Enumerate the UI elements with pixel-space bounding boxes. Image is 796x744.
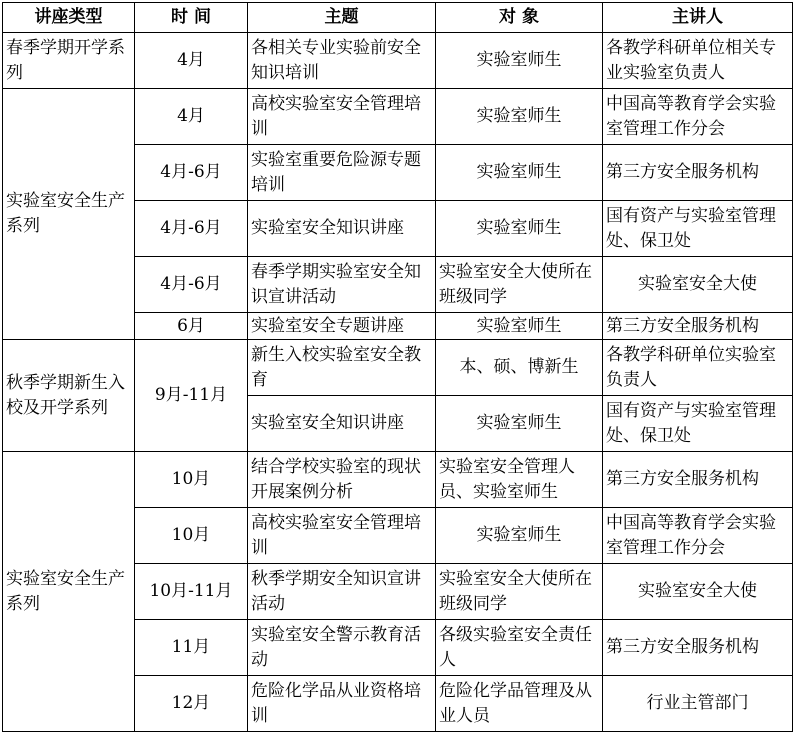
audience-cell: 实验室师生 bbox=[436, 33, 603, 89]
header-type: 讲座类型 bbox=[3, 3, 135, 33]
type-cell: 春季学期开学系列 bbox=[3, 33, 135, 89]
time-cell: 10月 bbox=[135, 452, 248, 508]
topic-cell: 实验室安全知识讲座 bbox=[248, 396, 436, 452]
time-cell: 10月 bbox=[135, 508, 248, 564]
speaker-cell: 第三方安全服务机构 bbox=[603, 452, 793, 508]
topic-cell: 秋季学期安全知识宣讲活动 bbox=[248, 564, 436, 620]
header-speaker: 主讲人 bbox=[603, 3, 793, 33]
audience-cell: 实验室安全大使所在班级同学 bbox=[436, 564, 603, 620]
time-cell: 4月 bbox=[135, 89, 248, 145]
time-cell: 4月-6月 bbox=[135, 201, 248, 257]
speaker-cell: 第三方安全服务机构 bbox=[603, 145, 793, 201]
speaker-cell: 各教学科研单位相关专业实验室负责人 bbox=[603, 33, 793, 89]
topic-cell: 新生入校实验室安全教育 bbox=[248, 340, 436, 396]
audience-cell: 实验室师生 bbox=[436, 201, 603, 257]
speaker-cell: 中国高等教育学会实验室管理工作分会 bbox=[603, 89, 793, 145]
table-row bbox=[3, 89, 793, 145]
header-time: 时 间 bbox=[135, 3, 248, 33]
topic-cell: 实验室安全警示教育活动 bbox=[248, 620, 436, 676]
audience-cell: 实验室师生 bbox=[436, 89, 603, 145]
topic-cell: 高校实验室安全管理培训 bbox=[248, 508, 436, 564]
topic-cell: 春季学期实验室安全知识宣讲活动 bbox=[248, 257, 436, 313]
time-cell: 4月-6月 bbox=[135, 257, 248, 313]
speaker-cell: 各教学科研单位实验室负责人 bbox=[603, 340, 793, 396]
audience-cell: 实验室安全大使所在班级同学 bbox=[436, 257, 603, 313]
type-cell: 实验室安全生产系列 bbox=[3, 89, 135, 340]
time-cell: 4月-6月 bbox=[135, 145, 248, 201]
speaker-cell: 第三方安全服务机构 bbox=[603, 620, 793, 676]
audience-cell: 实验室安全管理人员、实验室师生 bbox=[436, 452, 603, 508]
header-topic: 主题 bbox=[248, 3, 436, 33]
topic-cell: 实验室安全专题讲座 bbox=[248, 313, 436, 340]
audience-cell: 实验室师生 bbox=[436, 396, 603, 452]
type-cell: 实验室安全生产系列 bbox=[3, 452, 135, 732]
speaker-cell: 行业主管部门 bbox=[603, 676, 793, 732]
lecture-schedule-table bbox=[2, 2, 793, 732]
topic-cell: 实验室安全知识讲座 bbox=[248, 201, 436, 257]
topic-cell: 危险化学品从业资格培训 bbox=[248, 676, 436, 732]
audience-cell: 实验室师生 bbox=[436, 145, 603, 201]
speaker-cell: 实验室安全大使 bbox=[603, 564, 793, 620]
header-row bbox=[3, 3, 793, 33]
table-row bbox=[3, 340, 793, 396]
audience-cell: 实验室师生 bbox=[436, 508, 603, 564]
speaker-cell: 中国高等教育学会实验室管理工作分会 bbox=[603, 508, 793, 564]
header-audience: 对 象 bbox=[436, 3, 603, 33]
topic-cell: 高校实验室安全管理培训 bbox=[248, 89, 436, 145]
speaker-cell: 国有资产与实验室管理处、保卫处 bbox=[603, 201, 793, 257]
speaker-cell: 第三方安全服务机构 bbox=[603, 313, 793, 340]
audience-cell: 各级实验室安全责任人 bbox=[436, 620, 603, 676]
type-cell: 秋季学期新生入校及开学系列 bbox=[3, 340, 135, 452]
time-cell: 10月-11月 bbox=[135, 564, 248, 620]
time-cell: 12月 bbox=[135, 676, 248, 732]
time-cell: 6月 bbox=[135, 313, 248, 340]
topic-cell: 结合学校实验室的现状开展案例分析 bbox=[248, 452, 436, 508]
topic-cell: 各相关专业实验前安全知识培训 bbox=[248, 33, 436, 89]
speaker-cell: 实验室安全大使 bbox=[603, 257, 793, 313]
audience-cell: 实验室师生 bbox=[436, 313, 603, 340]
topic-cell: 实验室重要危险源专题培训 bbox=[248, 145, 436, 201]
table-row bbox=[3, 452, 793, 508]
speaker-cell: 国有资产与实验室管理处、保卫处 bbox=[603, 396, 793, 452]
audience-cell: 危险化学品管理及从业人员 bbox=[436, 676, 603, 732]
time-cell: 9月-11月 bbox=[135, 340, 248, 452]
audience-cell: 本、硕、博新生 bbox=[436, 340, 603, 396]
table-row bbox=[3, 33, 793, 89]
time-cell: 4月 bbox=[135, 33, 248, 89]
time-cell: 11月 bbox=[135, 620, 248, 676]
